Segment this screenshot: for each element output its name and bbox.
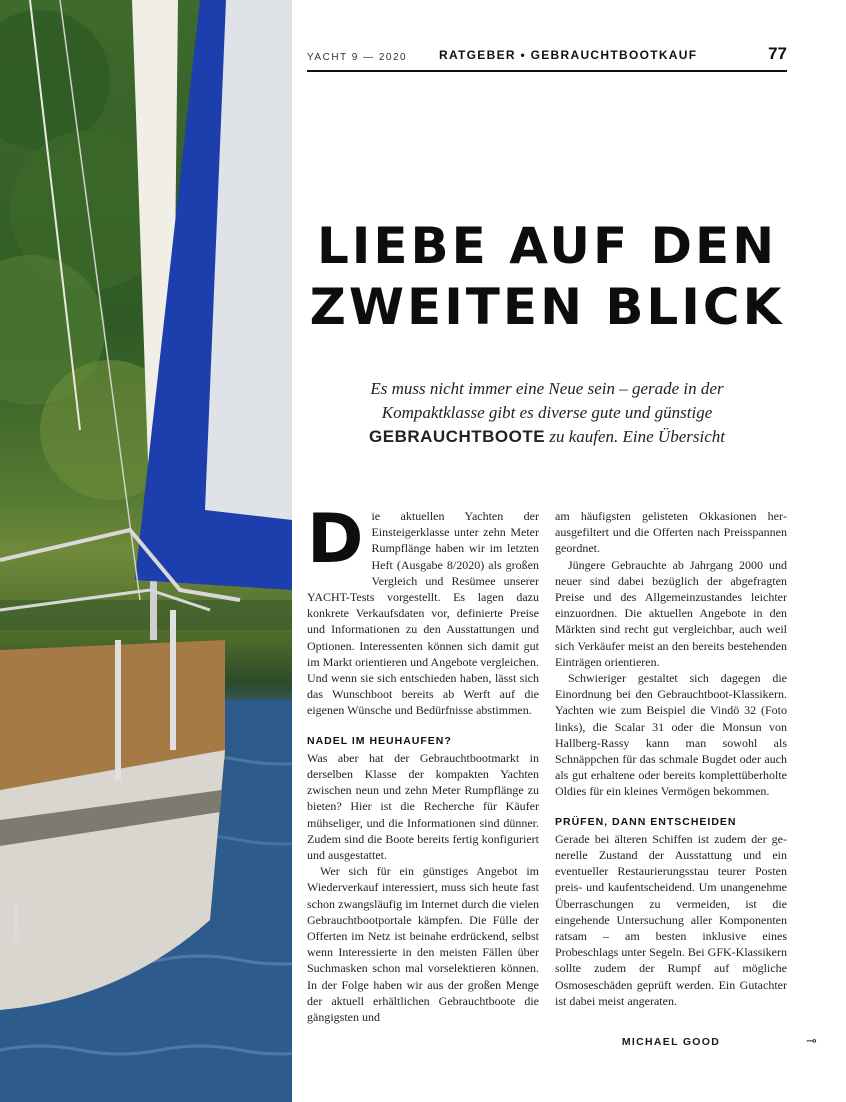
section-label: RATGEBER • GEBRAUCHTBOOTKAUF <box>439 48 698 62</box>
paragraph-4: am häufigsten gelisteten Okkasionen herausgefiltert und die Offerten nach Preisspannen geordnet. <box>555 509 787 556</box>
issue-label: YACHT 9 — 2020 <box>307 52 408 63</box>
page-number: 77 <box>768 44 787 63</box>
subtitle-strong: GEBRAUCHTBOOTE <box>369 427 546 446</box>
subhead-pruefen: PRÜFEN, DANN ENTSCHEIDEN <box>555 815 737 828</box>
subtitle-part-1: Es muss nicht immer eine Neue sein – gerade in der Kompaktklasse gibt es diverse gute und günstige <box>370 379 724 422</box>
dropcap: D <box>307 500 364 579</box>
paragraph-7: Gerade bei älteren Schiffen ist zudem der generelle Zustand der Ausstattung und ein eventueller Restaurierungsstau teurer Posten preis- und kaufentscheidend. Um unangenehme Überraschungen zu vermeiden, ist die eingehende Untersuchung aller Komponenten ratsam – am besten inklusive eines Probeschlags unter Segeln. Bei GFK-Klassikern sollte zudem der Rumpf auf mögliche Osmoseschäden geprüft werden. Ein Gutachter ist dabei meist angeraten. <box>555 831 787 1008</box>
continue-arrow-icon: ⊸ <box>806 1034 817 1049</box>
headline-line-1: LIEBE AUF DEN <box>316 217 778 275</box>
page-header <box>307 44 787 72</box>
article-column-1 <box>307 500 539 1025</box>
author-byline: MICHAEL GOOD <box>621 1036 721 1048</box>
cover-photo <box>0 0 292 1102</box>
subtitle <box>330 377 764 449</box>
sailboat-illustration <box>0 0 292 1102</box>
paragraph-1: ie aktuellen Yachten der Einsteigerklasse unter zehn Meter Rumpflänge haben wir im letzten Heft (Ausgabe 8/2020) als großen Vergleich und Resümee unserer YACHT-Tests vorgestellt. Es lagen dazu konkrete Verkaufsdaten vor, definierte Preise und Informationen zu den Ausstattungen und Optionen. Interessenten können sich damit gut im Markt orientieren und Angebote vergleichen. Und wenn sie sich entschieden haben, lässt sich das Wunschboot bereits ab Werft auf die eigenen Wünsche und Bedürfnisse abstimmen. <box>307 509 539 718</box>
paragraph-6: Schwieriger gestaltet sich dagegen die Einordnung bei den Gebrauchtboot-Klassikern. Yachten wie zum Beispiel die Vindö 32 (Foto links), die Scalar 31 oder die Monsun von Hallberg-Rassy kann man sowohl als Schnäppchen für das schmale Bugdet oder auch als gut erhaltene oder bereits komplettüberholte Oldies für ein kleines Vermögen bekommen. <box>555 671 787 799</box>
headline <box>307 216 787 338</box>
subhead-nadel: NADEL IM HEUHAUFEN? <box>307 734 452 747</box>
photo-credit: ANDREWS <box>14 902 21 942</box>
paragraph-2: Was aber hat der Gebrauchtbootmarkt in derselben Klasse der kompakten Yachten zwischen neun und zehn Meter Rumpflänge zu bieten? Hier ist die Recherche für Käufer mühseliger, und die Informationen sind dünner. Zudem sind die Boote bereits fertig konfiguriert und ausgestattet. <box>307 750 539 863</box>
headline-line-2: ZWEITEN BLICK <box>309 278 785 336</box>
paragraph-3: Wer sich für ein günstiges Angebot im Wiederverkauf interessiert, muss sich heute fast schon zwangsläufig im Internet durch die vielen Gebrauchtbootportale kämpfen. Die Fülle der Offerten im Netz ist beinahe erdrückend, selbst wenn Interessierte in den meisten Fällen über Suchmasken schon mal vorselektieren können. In der Folge haben wir aus der großen Menge der aktuell erhältlichen Gebrauchtboote die gängigsten und <box>307 864 539 1025</box>
subtitle-part-2: zu kaufen. Eine Übersicht <box>549 427 725 446</box>
article-column-2 <box>555 508 787 1009</box>
paragraph-5: Jüngere Gebrauchte ab Jahrgang 2000 und neuer sind dabei bezüglich der abgefragten Preise und des Allgemeinzustandes leichter einzuordnen. Die aktuellen Angebote in den Märkten sind recht gut vergleichbar, auch weil sich Verkäufer meist an den bereits bestehenden Einträgen orientieren. <box>555 557 787 669</box>
